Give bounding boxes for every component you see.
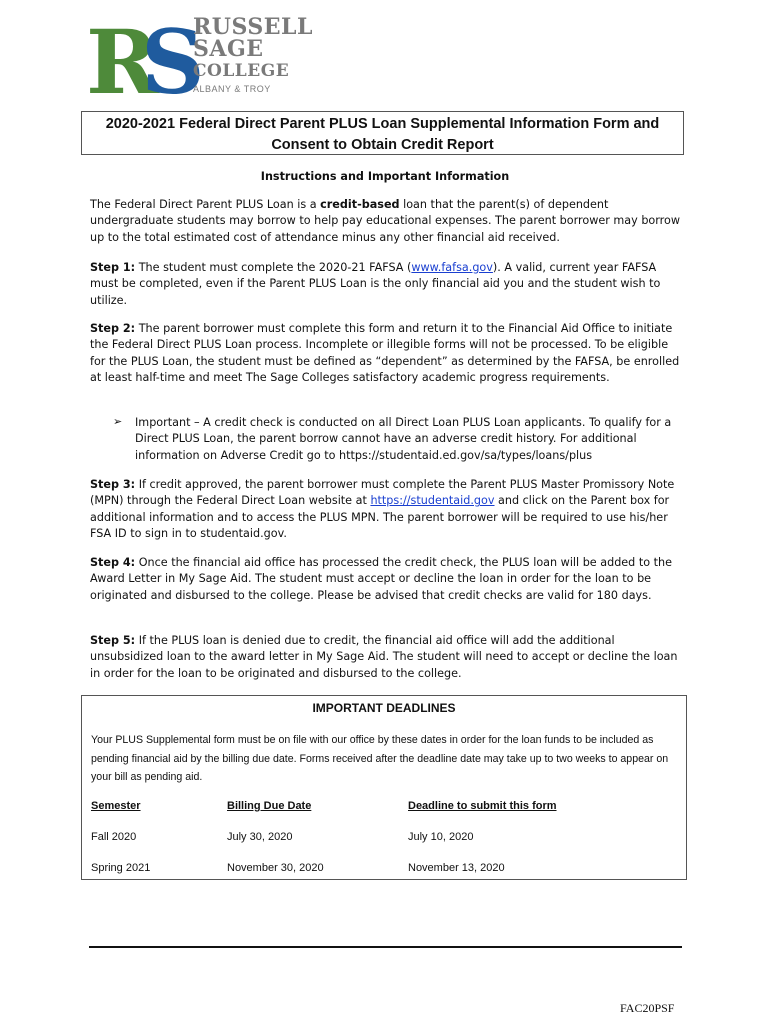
form-title-line-1: 2020-2021 Federal Direct Parent PLUS Loan Supplemental Information Form and — [105, 116, 660, 132]
deadlines-description: Your PLUS Supplemental form must be on file with our office by these dates in order for the loan funds to be included as pending financial aid by the billing due date. Forms received after the deadline date may take up to two weeks to appear on your bill as pending aid. — [91, 734, 669, 783]
logo-tagline: ALBANY & TROY — [193, 84, 271, 94]
intro-bold: credit-based — [320, 198, 400, 211]
step-3-label: Step 3: — [90, 478, 136, 491]
row-1-semester: Fall 2020 — [91, 831, 137, 843]
form-title-line-2: Consent to Obtain Credit Report — [271, 137, 494, 153]
row-1-billing-due: July 30, 2020 — [227, 831, 293, 843]
deadlines-box — [81, 695, 687, 880]
step-1-label: Step 1: — [90, 261, 136, 274]
logo-initial-r — [86, 15, 205, 107]
logo-line-2: SAGE — [193, 36, 264, 62]
logo-wordmark — [193, 16, 313, 94]
step-4-label: Step 4: — [90, 556, 136, 569]
form-title — [81, 111, 684, 155]
step-2-text: The parent borrower must complete this form and return it to the Financial Aid Office to initiate the Federal Direct PLUS Loan process. Incomplete or illegible forms will not be processed. To be eligible for the PLUS Loan, the student must be defined as “dependent” as determined by the FAFSA, be enrolled at least half-time and meet The Sage Colleges satisfactory academic progress requirements. — [90, 322, 680, 385]
logo-letter-s: S — [141, 15, 205, 107]
intro-text-rest: loan that the parent(s) of dependent undergraduate students may borrow to help pay educational expenses. The parent borrower may borrow up to the total estimated cost of attendance minus any other financial aid received. — [90, 198, 681, 244]
row-1-deadline: July 10, 2020 — [408, 831, 474, 843]
logo-line-3: COLLEGE — [193, 61, 290, 81]
step-3-text: If credit approved, the parent borrower must complete the Parent PLUS Master Promissory Note (MPN) through the Federal Direct Loan website at — [90, 478, 675, 508]
studentaid-link[interactable]: https://studentaid.gov — [370, 494, 495, 508]
step-2-label: Step 2: — [90, 322, 136, 335]
step-5-paragraph — [90, 633, 680, 682]
step-2-paragraph — [90, 321, 680, 387]
intro-text: The Federal Direct Parent PLUS Loan is a — [90, 198, 321, 211]
signature-rule — [89, 946, 682, 948]
step-4-text: Once the financial aid office has processed the credit check, the PLUS loan will be added to the Award Letter in My Sage Aid. The student must accept or decline the loan in order for the loan to be originated and disbursed to the college. Please be advised that credit checks are valid for 180 days. — [90, 556, 672, 602]
deadlines-title: IMPORTANT DEADLINES — [312, 701, 456, 715]
step-5-text: If the PLUS loan is denied due to credit, the financial aid office will add the additional unsubsidized loan to the award letter in My Sage Aid. The student will need to accept or decline the loan in order for the loan to be originated and disbursed to the college. — [90, 634, 678, 680]
header-semester: Semester — [91, 800, 141, 812]
step-3-text-rest: and click on the Parent box for additional information and to access the PLUS MPN. The parent borrower will be required to use his/her FSA ID to sign in to studentaid.gov. — [90, 494, 670, 541]
row-2-deadline: November 13, 2020 — [408, 862, 505, 874]
logo-letter-r: R — [86, 15, 160, 107]
important-credit-note: Important – A credit check is conducted on all Direct Loan PLUS Loan applicants. To qualify for a Direct PLUS Loan, the parent borrow cannot have an adverse credit history. For additional information on Adverse Credit go to https://studentaid.ed.gov/sa/types/loans/plus — [135, 416, 672, 462]
step-1-text-rest: ). A valid, current year FAFSA must be completed, even if the Parent PLUS Loan is the only financial aid you and the student wish to utilize. — [90, 261, 661, 307]
row-2-billing-due: November 30, 2020 — [227, 862, 324, 874]
step-4-paragraph — [90, 555, 680, 604]
fafsa-link[interactable]: www.fafsa.gov — [411, 261, 493, 274]
instructions-heading: Instructions and Important Information — [260, 170, 510, 183]
intro-paragraph — [90, 197, 680, 246]
header-billing-due: Billing Due Date — [227, 800, 312, 812]
step-1-paragraph — [90, 260, 680, 309]
form-code: FAC20PSF — [620, 1001, 675, 1015]
logo-line-1: RUSSELL — [193, 14, 313, 40]
step-3-paragraph — [90, 477, 680, 543]
step-1-text: The student must complete the 2020-21 FAFSA ( — [135, 261, 412, 274]
row-2-semester: Spring 2021 — [91, 862, 151, 874]
step-5-label: Step 5: — [90, 634, 136, 647]
arrow-bullet-icon: ➢ — [113, 415, 123, 428]
header-deadline: Deadline to submit this form — [408, 800, 557, 812]
